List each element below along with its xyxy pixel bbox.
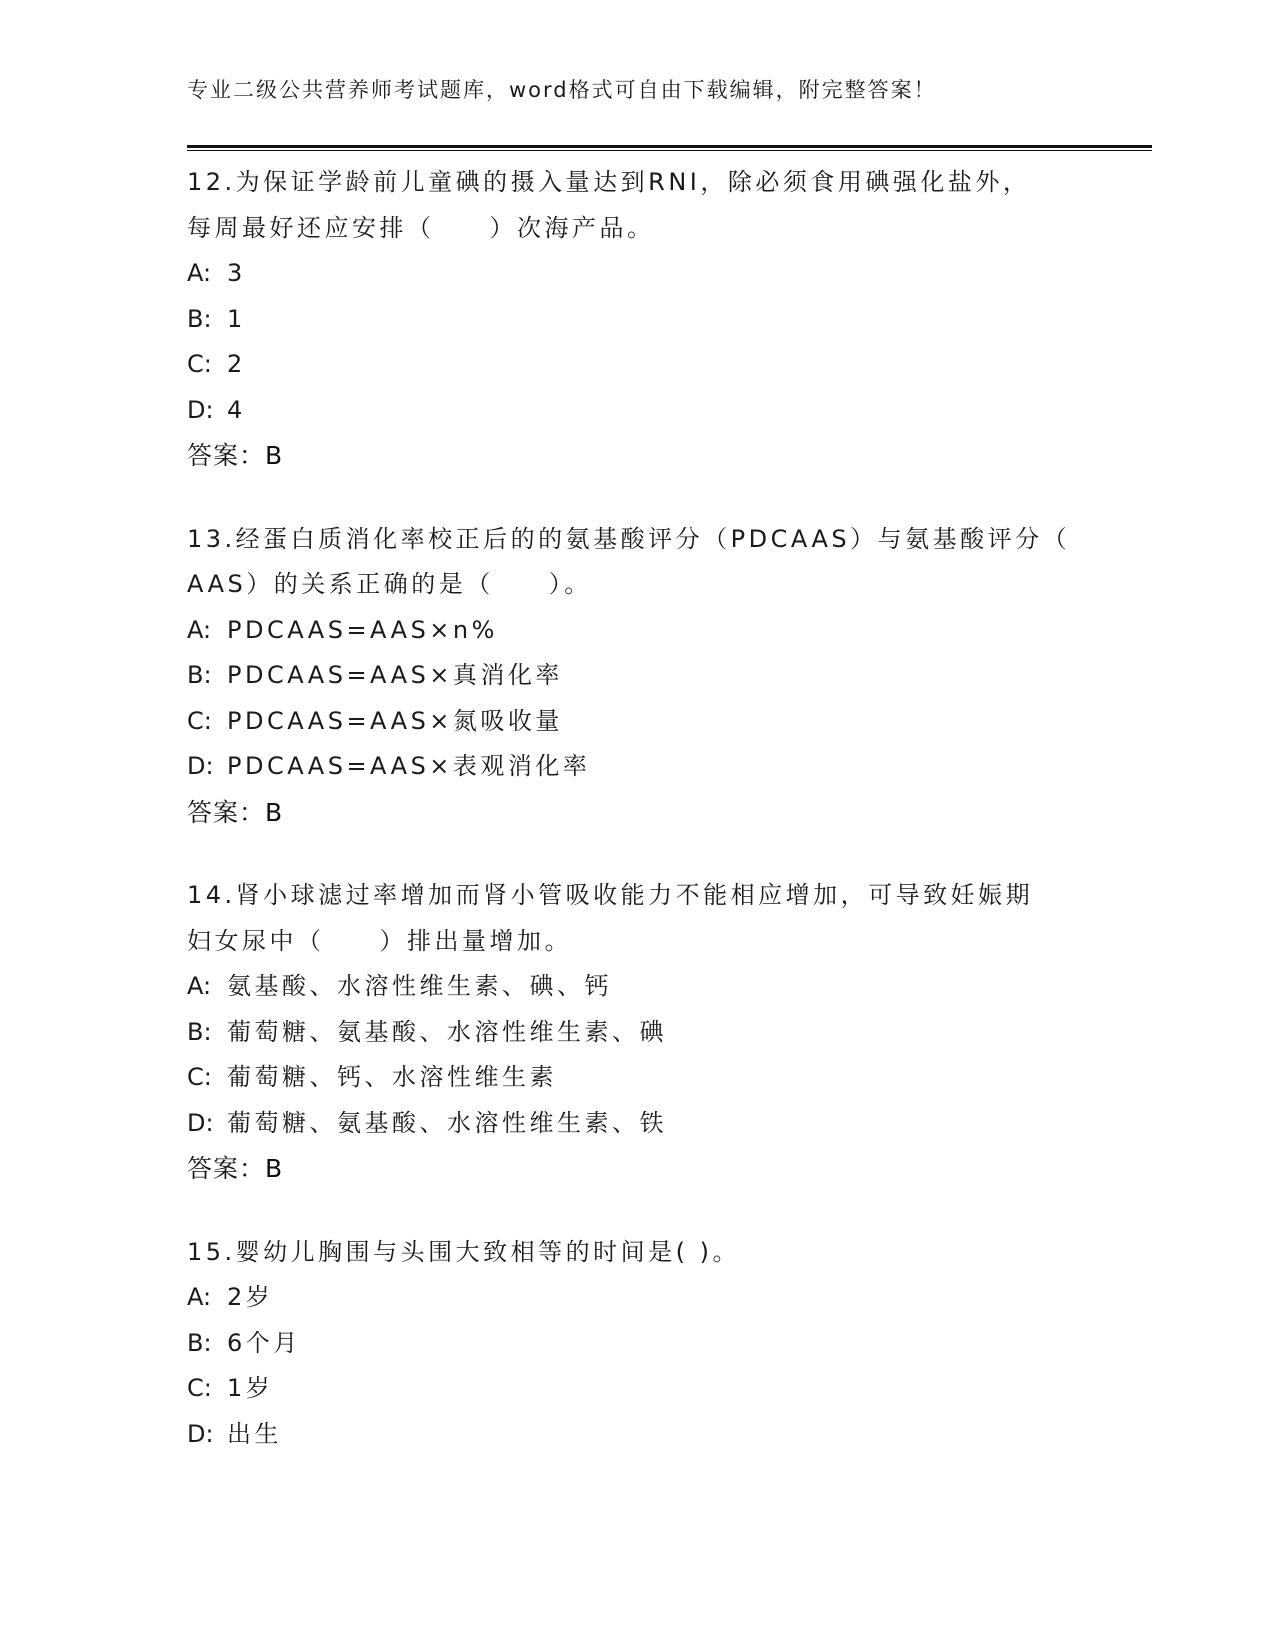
option-label: A: [187, 615, 212, 644]
question-stem-line: 12.为保证学龄前儿童碘的摄入量达到RNI，除必须食用碘强化盐外， [187, 168, 1031, 196]
option-d [187, 1412, 1087, 1458]
option-text: 6个月 [227, 1328, 301, 1357]
option-label: B: [187, 1328, 212, 1357]
option-label: C: [187, 1063, 212, 1091]
option-label: D: [187, 1419, 214, 1448]
question-13 [187, 517, 1087, 836]
option-b [187, 297, 1087, 343]
option-text: 葡萄糖、钙、水溶性维生素 [227, 1063, 557, 1091]
option-d [187, 388, 1087, 434]
option-text: 4 [227, 395, 246, 424]
option-label: C: [187, 1374, 212, 1402]
option-text: PDCAAS=AAS×n% [227, 615, 498, 644]
option-label: D: [187, 395, 214, 424]
option-text: 1岁 [227, 1374, 274, 1402]
option-text: 2岁 [227, 1283, 274, 1311]
question-stem-line: 15.婴幼儿胸围与头围大致相等的时间是( )。 [187, 1237, 741, 1266]
question-stem-line: 妇女尿中（ ）排出量增加。 [187, 926, 572, 955]
option-label: D: [187, 1108, 214, 1137]
option-a [187, 251, 1087, 297]
option-label: C: [187, 350, 212, 378]
answer-line: 答案：B [187, 441, 284, 470]
option-text: 出生 [227, 1419, 282, 1448]
option-text: PDCAAS=AAS×表观消化率 [227, 752, 591, 780]
option-a [187, 608, 1087, 654]
option-d [187, 744, 1087, 790]
option-label: B: [187, 661, 212, 689]
question-stem-line: AAS）的关系正确的是（ ）。 [187, 570, 592, 598]
option-label: C: [187, 706, 212, 735]
option-label: B: [187, 304, 212, 333]
option-c [187, 342, 1087, 388]
option-label: A: [187, 259, 212, 287]
option-b [187, 1321, 1087, 1367]
option-text: 1 [227, 304, 246, 333]
question-15 [187, 1230, 1087, 1458]
option-b [187, 653, 1087, 699]
option-text: PDCAAS=AAS×氮吸收量 [227, 706, 563, 735]
option-label: A: [187, 972, 212, 1000]
option-a [187, 964, 1087, 1010]
option-d [187, 1101, 1087, 1147]
page-header: 专业二级公共营养师考试题库，word格式可自由下载编辑，附完整答案！ [187, 78, 937, 102]
option-text: 葡萄糖、氨基酸、水溶性维生素、碘 [227, 1017, 667, 1046]
question-14 [187, 873, 1087, 1192]
option-text: PDCAAS=AAS×真消化率 [227, 661, 563, 689]
option-text: 葡萄糖、氨基酸、水溶性维生素、铁 [227, 1108, 667, 1137]
option-text: 氨基酸、水溶性维生素、碘、钙 [227, 972, 612, 1000]
option-a [187, 1275, 1087, 1321]
question-stem-line: 13.经蛋白质消化率校正后的的氨基酸评分（PDCAAS）与氨基酸评分（ [187, 524, 1071, 553]
answer-line: 答案：B [187, 797, 284, 827]
question-12 [187, 160, 1087, 479]
option-text: 3 [227, 259, 246, 287]
option-c [187, 1055, 1087, 1101]
question-list [187, 160, 1087, 1495]
option-label: A: [187, 1283, 212, 1311]
question-stem-line: 每周最好还应安排（ ）次海产品。 [187, 213, 655, 242]
option-b [187, 1010, 1087, 1056]
option-text: 2 [227, 350, 246, 378]
option-label: B: [187, 1017, 212, 1046]
header-divider-thick [187, 145, 1152, 148]
answer-line: 答案：B [187, 1154, 284, 1183]
option-label: D: [187, 752, 214, 780]
option-c [187, 699, 1087, 745]
header-divider-thin [187, 150, 1152, 151]
option-c [187, 1366, 1087, 1412]
question-stem-line: 14.肾小球滤过率增加而肾小管吸收能力不能相应增加，可导致妊娠期 [187, 881, 1034, 909]
